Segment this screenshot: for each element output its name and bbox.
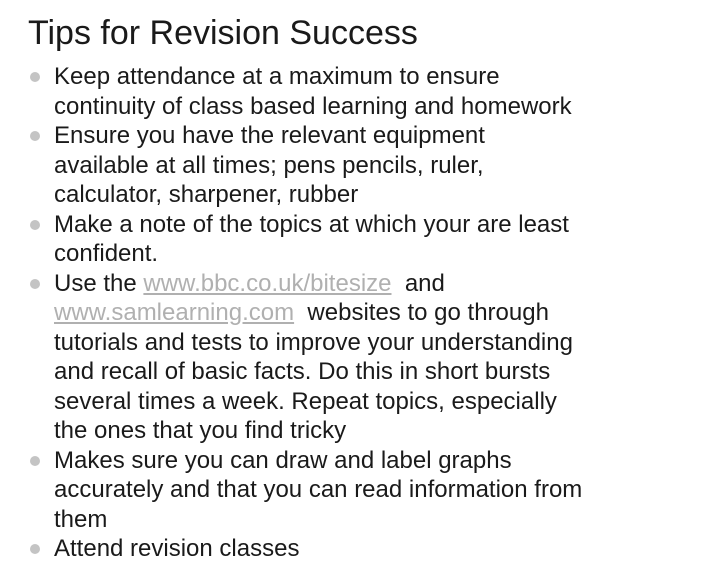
bullet-line: calculator, sharpener, rubber bbox=[54, 181, 359, 208]
bullet-line: them bbox=[54, 505, 108, 533]
bullet-line bbox=[54, 298, 708, 328]
bullet-websites bbox=[28, 269, 708, 446]
bullet-line: Ensure you have the relevant equipment bbox=[54, 122, 485, 149]
bullet-list bbox=[28, 62, 708, 564]
bullet-text: and bbox=[391, 269, 445, 297]
bullet-dot-icon bbox=[30, 544, 40, 554]
slide-title: Tips for Revision Success bbox=[28, 14, 418, 52]
bullet-line: Makes sure you can draw and label graphs bbox=[54, 446, 512, 474]
bullet-attendance bbox=[28, 62, 708, 121]
bitesize-link[interactable]: www.bbc.co.uk/bitesize bbox=[143, 269, 392, 297]
bullet-text: websites to go through bbox=[294, 299, 549, 326]
bullet-dot-icon bbox=[30, 72, 40, 82]
bullet-graphs bbox=[28, 446, 708, 535]
bullet-dot-icon bbox=[30, 456, 40, 466]
bullet-line: accurately and that you can read information from bbox=[54, 476, 583, 503]
bullet-text: Use the bbox=[54, 269, 144, 297]
bullet-line: available at all times; pens pencils, ruler, bbox=[54, 151, 484, 179]
bullet-line: several times a week. Repeat topics, especially bbox=[54, 387, 557, 415]
bullet-line: continuity of class based learning and homework bbox=[54, 92, 572, 120]
bullet-line: Attend revision classes bbox=[54, 535, 300, 562]
bullet-dot-icon bbox=[30, 220, 40, 230]
bullet-line: the ones that you find tricky bbox=[54, 417, 347, 444]
bullet-line: tutorials and tests to improve your understanding bbox=[54, 328, 573, 356]
bullet-line: confident. bbox=[54, 240, 159, 267]
samlearning-link[interactable]: www.samlearning.com bbox=[54, 299, 295, 326]
bullet-dot-icon bbox=[30, 131, 40, 141]
bullet-equipment bbox=[28, 121, 708, 210]
bullet-line: Keep attendance at a maximum to ensure bbox=[54, 63, 500, 90]
bullet-revision-classes bbox=[28, 534, 708, 564]
bullet-line: and recall of basic facts. Do this in short bursts bbox=[54, 358, 551, 385]
bullet-topics bbox=[28, 210, 708, 269]
bullet-line bbox=[54, 269, 708, 299]
bullet-dot-icon bbox=[30, 279, 40, 289]
bullet-line: Make a note of the topics at which your are least bbox=[54, 210, 569, 238]
